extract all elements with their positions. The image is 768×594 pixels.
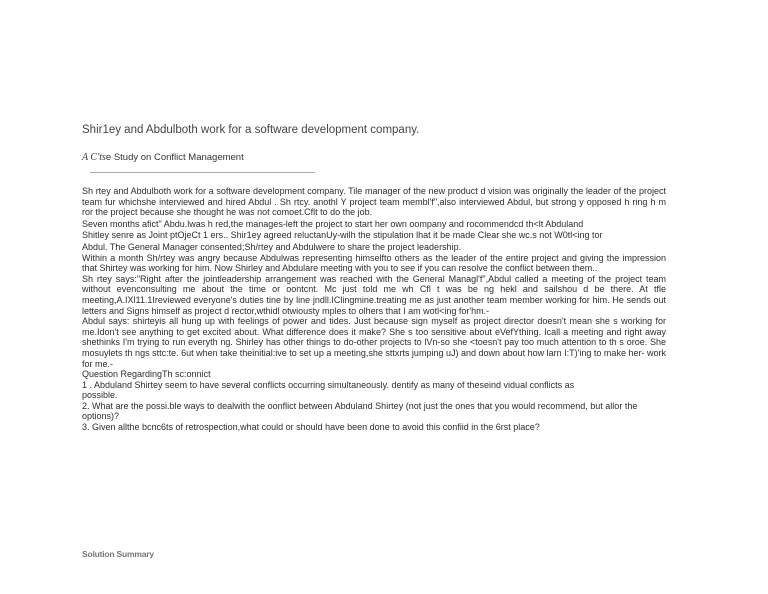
case-study-heading-prefix: A C'ts [82,152,106,163]
heading-divider [90,172,315,173]
case-study-heading [82,152,682,163]
paragraph: Abdul. The General Manager consented;Sh/rtey and Abdulwere to share the project leadership. [82,241,462,252]
question-item: 1 . Abduland Shirtey seem to have several conflicts occurring simultaneously. dentify as many of theseind vidual conflicts as [82,379,575,390]
solution-summary-heading: Solution Summary [82,549,154,559]
question-item: possible. [82,390,118,401]
paragraph: Sh rtey says:"Right after the jointleadership arrangement was reached with the General Managl'f",Abdul called a meeting of the project team without evenconsulting me about the time or oontcnt. Mc just told me wh Cfl t was be ng hekl and sailshou d be there. At tfle meeting,A.IXl11.1Ireviewed everyone's duties tine by line jndll.IClingmine.treating me as just another team member working for him. He sends out letters and Signs himself as project d rector,wthidl otwiousty mples to olhers that I am wotl<ing for'hm.- [82,273,666,316]
question-item: 2. What are the possi.ble ways to dealwith the oonflict between Abduland Shirtey (not just the ones that you would recommend, but allor the options)? [82,400,638,422]
document-title: Shir1ey and Abdulboth work for a software development company. [82,124,420,136]
case-study-heading-text: e Study on Conflict Management [105,152,244,163]
paragraph: Shitley senre as Joint ptOjeCt 1 ers.. Shir1ey agreed reluctanUy-wilh the stipulation lhat it be made Clear she wc.s not W0tl<ing tor [82,230,603,241]
paragraph: Seven months afict" Abdu.lwas h red,the manages-left the project to start her own oompany and rocommendcd th<lt Abduland [82,218,584,229]
case-study-body [82,186,666,433]
question-item: 3. Given allthe bcnc6ts of retrospection,what could or should have been done to avoid this confiid in the 6rst place? [82,422,540,433]
paragraph: Within a month Sh/rtey was angry because Abdulwas representing himselfto others as the leader of the entire project and giving the impression that Shirtey was working for him. Now Shirley and Abdulare meeting with you to see if you can resolve the conflict between them.. [82,252,666,274]
questions-heading: Question RegardingTh sc:onnict [82,369,211,380]
paragraph: Abdul says: shirteyis all hung up with feelings of power and tides. Just because sign myself as project director doesn't mean she s working for me.Idon't see anything to get excited about. What difference does it make? She s too sensitive about eVefYthing. Icall a meeting and right away shethinks I'm trying to run everyth ng. Shirley has other things to do-other projects to lVn-so she <toesn't pay too much attention to th s oroe. She mosuylets th ngs sttc:te. 6ut when take theinitial:ive to set up a meeting,she sttxrts jumping uJ) and down about how larn I:T)'ing to make her- work for me.- [82,316,666,369]
paragraph: Sh rtey and Abdulboth work for a software development company. Tile manager of the new product d vision was originally the leader of the project team fur whichshe interviewed and hired Abdul . Sh rtcy. anothl Y project team membl'f",also interviewed Abdul, but strong y opposed h ring h m ror the project because she thought he was not comoet.Cflt to do the job. [82,186,666,218]
